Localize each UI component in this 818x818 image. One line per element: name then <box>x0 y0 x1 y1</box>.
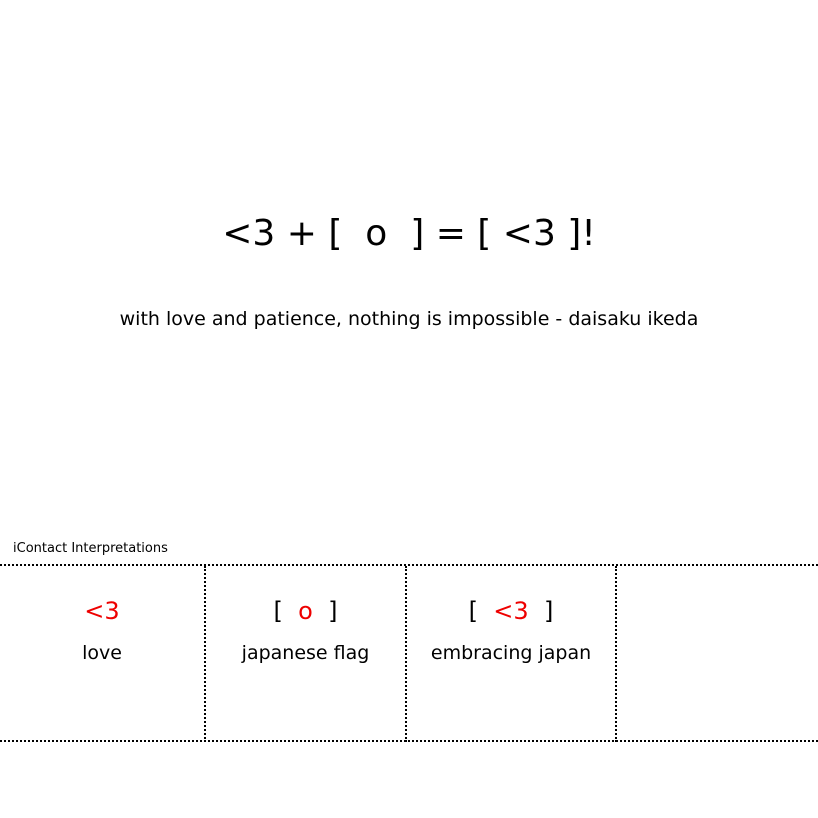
equation-part-middle: o <box>365 213 388 254</box>
symbol-heart: <3 <box>84 597 120 625</box>
symbol-circle: o <box>298 597 313 625</box>
interpretation-cell-love <box>0 566 206 742</box>
equation-part-right: ] = [ <3 ]! <box>387 213 596 254</box>
interpretation-cell-embracing-japan <box>407 566 617 742</box>
interpretation-caption: japanese flag <box>241 642 370 664</box>
symbol-heart: <3 <box>493 597 529 625</box>
interpretation-cell-empty <box>617 566 818 742</box>
interpretations-grid <box>0 564 818 742</box>
interpretation-symbol <box>206 596 405 626</box>
equation-headline <box>0 210 818 258</box>
symbol-open-bracket: [ <box>468 597 494 625</box>
quote: with love and patience, nothing is impossible - daisaku ikeda <box>119 308 699 330</box>
interpretation-symbol <box>0 596 204 626</box>
symbol-open-bracket: [ <box>273 597 299 625</box>
equation-part-left: <3 + [ <box>222 213 366 254</box>
interpretation-symbol <box>407 596 615 626</box>
interpretation-caption: love <box>82 642 122 664</box>
symbol-close-bracket: ] <box>528 597 554 625</box>
interpretation-caption: embracing japan <box>430 642 592 664</box>
interpretation-cell-japanese-flag <box>206 566 407 742</box>
symbol-close-bracket: ] <box>312 597 338 625</box>
section-label: iContact Interpretations <box>13 541 168 556</box>
